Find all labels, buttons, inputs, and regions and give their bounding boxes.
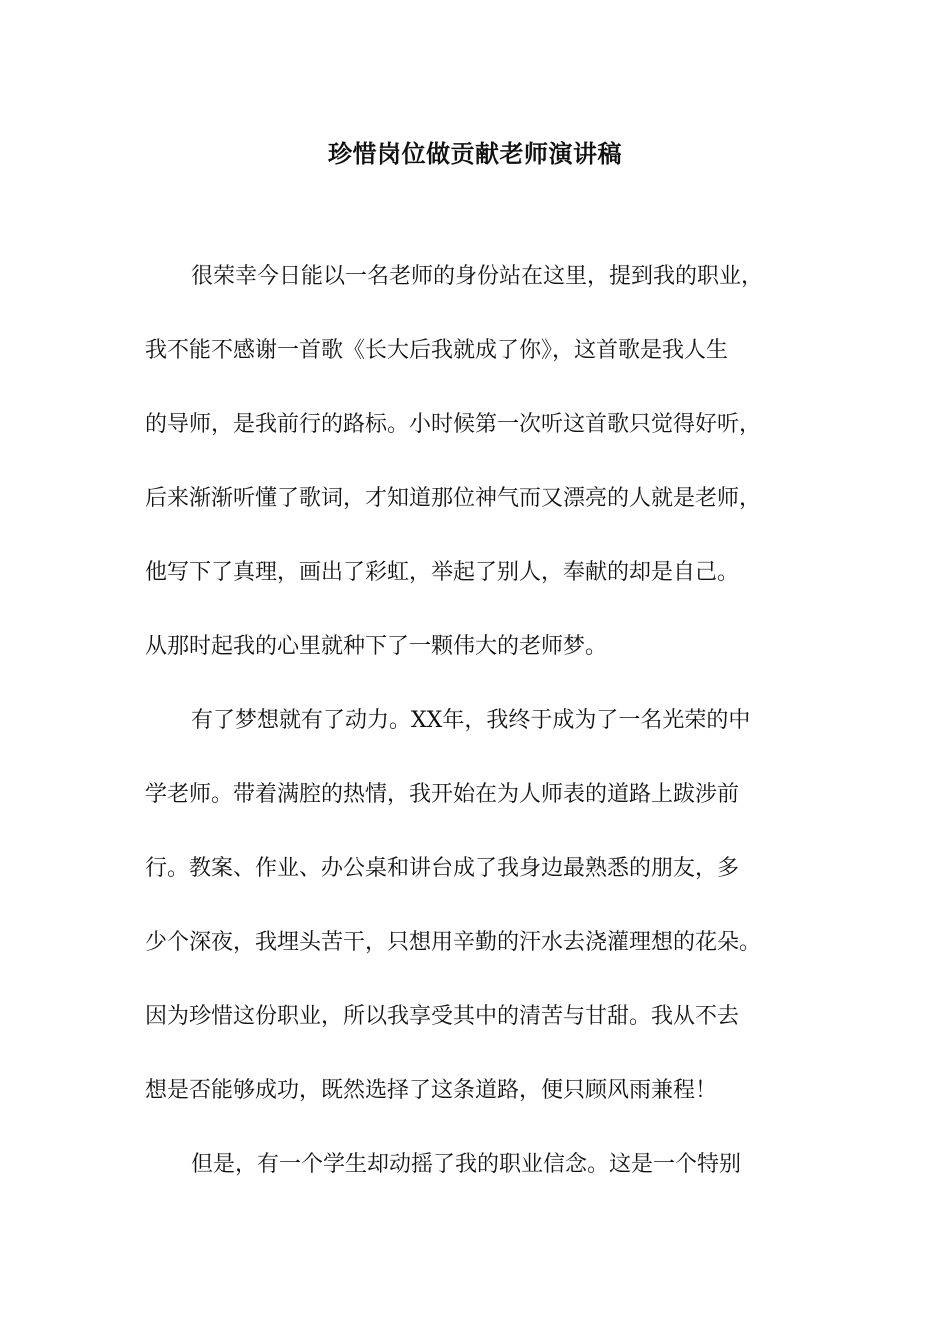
paragraph-2-line-1: 有了梦想就有了动力。XX年，我终于成为了一名光荣的中 [191, 708, 751, 733]
paragraph-1-line-5: 他写下了真理，画出了彩虹，举起了别人，奉献的却是自己。 [145, 560, 740, 585]
paragraph-2-line-5: 因为珍惜这份职业，所以我享受其中的清苦与甘甜。我从不去 [145, 1004, 740, 1029]
paragraph-3-line-1: 但是，有一个学生却动摇了我的职业信念。这是一个特别 [191, 1152, 742, 1177]
paragraph-1-line-4: 后来渐渐听懂了歌词，才知道那位神气而又漂亮的人就是老师， [145, 486, 762, 511]
paragraph-2-line-6: 想是否能够成功，既然选择了这条道路，便只顾风雨兼程！ [145, 1078, 718, 1103]
document-title: 珍惜岗位做贡献老师演讲稿 [328, 139, 622, 168]
paragraph-2-line-2: 学老师。带着满腔的热情，我开始在为人师表的道路上跋涉前 [145, 782, 740, 807]
paragraph-2-line-4: 少个深夜，我埋头苦干，只想用辛勤的汗水去浇灌理想的花朵。 [145, 930, 762, 955]
paragraph-1-line-1: 很荣幸今日能以一名老师的身份站在这里，提到我的职业， [191, 264, 764, 289]
paragraph-1-line-2: 我不能不感谢一首歌《长大后我就成了你》，这首歌是我人生 [145, 338, 729, 363]
paragraph-1-line-3: 的导师，是我前行的路标。小时候第一次听这首歌只觉得好听， [145, 412, 762, 437]
paragraph-2-line-3: 行。教案、作业、办公桌和讲台成了我身边最熟悉的朋友，多 [145, 856, 740, 881]
paragraph-1-line-6: 从那时起我的心里就种下了一颗伟大的老师梦。 [145, 634, 608, 659]
